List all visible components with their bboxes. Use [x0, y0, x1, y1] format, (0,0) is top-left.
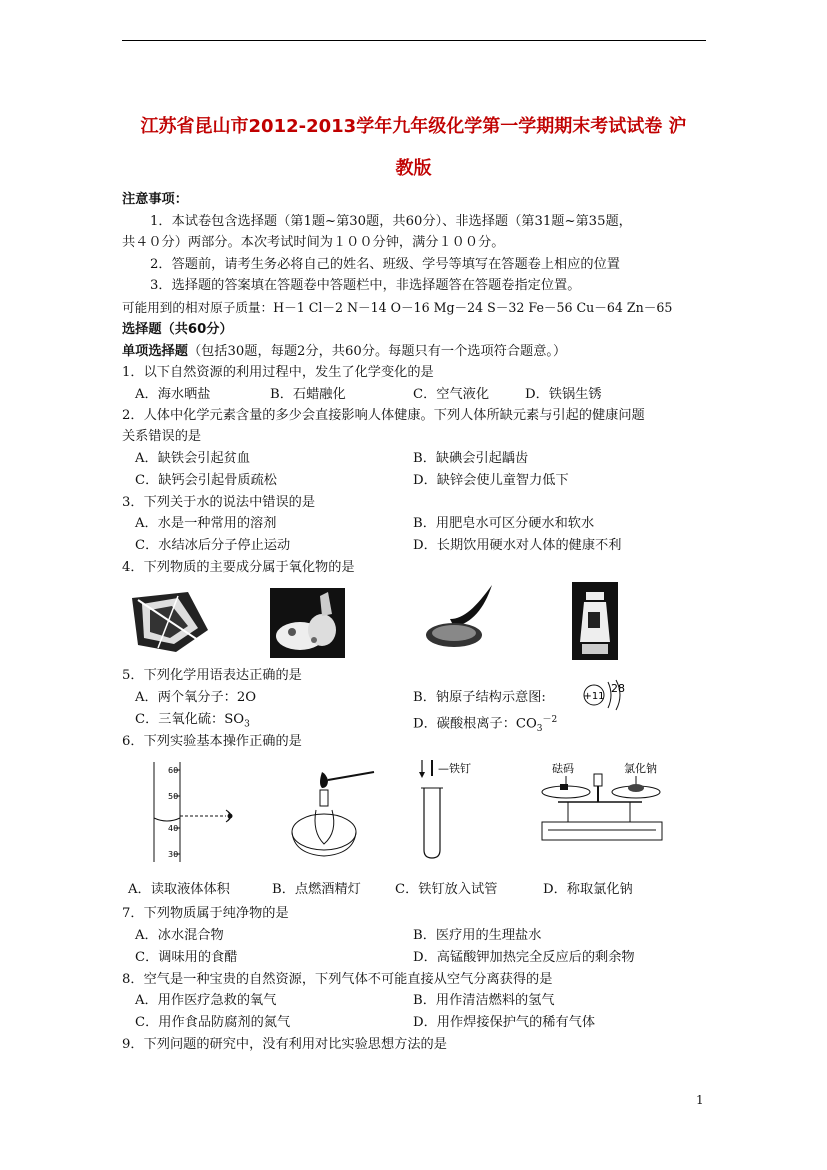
- sodium-atom-structure-diagram: [578, 678, 630, 712]
- alcohol-lamp-figure: [282, 762, 378, 862]
- q7-option-c: C．调味用的食醋: [135, 950, 238, 965]
- q6-option-c: C．铁钉放入试管: [395, 882, 498, 897]
- q3-option-b: B．用肥皂水可区分硬水和软水: [413, 516, 595, 531]
- q4-image-salt-heap: [420, 583, 498, 658]
- question-2: 2．人体中化学元素含量的多少会直接影响人体健康。下列人体所缺元素与引起的健康问题: [122, 408, 645, 423]
- question-9: 9．下列问题的研究中，没有利用对比实验思想方法的是: [122, 1037, 447, 1052]
- page-number: 1: [696, 1093, 704, 1107]
- question-5: 5．下列化学用语表达正确的是: [122, 668, 302, 683]
- cylinder-tick-50: 50: [168, 792, 179, 801]
- cylinder-tick-40: 40: [168, 824, 179, 833]
- q2-option-a: A．缺铁会引起贫血: [135, 451, 251, 466]
- q4-image-crystal: [128, 590, 210, 655]
- balance-scale-figure: [538, 758, 668, 866]
- iron-nail-label: —铁钉: [438, 762, 471, 775]
- q2-option-c: C．缺钙会引起骨质疏松: [135, 473, 277, 488]
- q4-image-ore: [270, 588, 345, 658]
- q1-option-a: A．海水晒盐: [135, 387, 211, 402]
- single-choice-instructions: [122, 342, 566, 362]
- q5-option-d: [413, 710, 557, 739]
- notice-item-3: 3．选择题的答案填在答题卷中答题栏中，非选择题答在答题卷指定位置。: [150, 278, 581, 293]
- q5-option-d-superscript: －2: [542, 715, 558, 725]
- q2-option-d: D．缺锌会使儿童智力低下: [413, 473, 569, 488]
- notice-item-1: 1．本试卷包含选择题（第1题~第30题，共60分）、非选择题（第31题~第35题，: [150, 214, 632, 229]
- q1-option-d: D．铁锅生锈: [525, 387, 602, 402]
- notice-item-1-cont: 共４０分）两部分。本次考试时间为１００分钟，满分１００分。: [122, 235, 505, 250]
- q5-option-c: [135, 710, 250, 735]
- single-choice-note: （包括30题，每题2分，共60分。每题只有一个选项符合题意。）: [187, 344, 567, 359]
- q5-option-d-subscript: 3: [536, 724, 543, 735]
- test-tube-nail-figure: [414, 758, 486, 862]
- sodium-nucleus-label: +11: [583, 691, 605, 702]
- weights-label: 砝码: [552, 762, 574, 775]
- cylinder-tick-30: 30: [168, 850, 179, 859]
- notice-heading: 注意事项：: [122, 192, 188, 207]
- question-4: 4．下列物质的主要成分属于氧化物的是: [122, 560, 355, 575]
- header-rule: [122, 40, 706, 41]
- question-6: 6．下列实验基本操作正确的是: [122, 734, 302, 749]
- q6-option-b: B．点燃酒精灯: [272, 882, 361, 897]
- question-2-cont: 关系错误的是: [122, 429, 202, 444]
- atomic-masses: 可能用到的相对原子质量：H－1 Cl－2 N－14 O－16 Mg－24 S－32 Fe－56 Cu－64 Zn－65: [122, 300, 673, 315]
- question-3: 3．下列关于水的说法中错误的是: [122, 495, 316, 510]
- q7-option-a: A．冰水混合物: [135, 928, 224, 943]
- q2-option-b: B．缺碘会引起龋齿: [413, 451, 529, 466]
- q8-option-c: C．用作食品防腐剂的氮气: [135, 1015, 291, 1030]
- notice-item-2: 2．答题前，请考生务必将自己的姓名、班级、学号等填写在答题卷上相应的位置: [150, 257, 620, 272]
- q5-option-b-label: B．钠原子结构示意图:: [413, 690, 546, 705]
- q7-option-d: D．高锰酸钾加热完全反应后的剩余物: [413, 950, 635, 965]
- q4-image-bottle: [572, 582, 618, 660]
- sodium-shell-electrons: 28: [611, 682, 625, 695]
- cylinder-tick-60: 60: [168, 766, 179, 775]
- q5-option-a: A．两个氧分子：2O: [135, 690, 257, 705]
- question-7: 7．下列物质属于纯净物的是: [122, 906, 289, 921]
- q6-option-d: D．称取氯化钠: [543, 882, 633, 897]
- q5-option-c-subscript: 3: [244, 719, 250, 730]
- sodium-chloride-label: 氯化钠: [624, 762, 657, 775]
- question-8: 8．空气是一种宝贵的自然资源，下列气体不可能直接从空气分离获得的是: [122, 972, 553, 987]
- q3-option-a: A．水是一种常用的溶剂: [135, 516, 277, 531]
- graduated-cylinder-figure: [150, 758, 250, 868]
- q3-option-c: C．水结冰后分子停止运动: [135, 538, 291, 553]
- q5-option-d-text: D．碳酸根离子：CO: [413, 716, 537, 732]
- q7-option-b: B．医疗用的生理盐水: [413, 928, 542, 943]
- q8-option-d: D．用作焊接保护气的稀有气体: [413, 1015, 596, 1030]
- document-title-line2: 教版: [395, 158, 432, 179]
- single-choice-label: 单项选择题: [122, 344, 188, 359]
- q6-option-a: A．读取液体体积: [128, 882, 230, 897]
- q8-option-a: A．用作医疗急救的氧气: [135, 993, 277, 1008]
- q3-option-d: D．长期饮用硬水对人体的健康不利: [413, 538, 622, 553]
- section-heading: 选择题（共60分）: [122, 322, 233, 337]
- question-1: 1．以下自然资源的利用过程中，发生了化学变化的是: [122, 365, 434, 380]
- document-title-line1: 江苏省昆山市2012-2013学年九年级化学第一学期期末考试试卷 沪: [140, 116, 687, 137]
- q1-option-b: B．石蜡融化: [270, 387, 346, 402]
- q8-option-b: B．用作清洁燃料的氢气: [413, 993, 555, 1008]
- q1-option-c: C．空气液化: [413, 387, 490, 402]
- q5-option-c-text: C．三氧化硫：SO: [135, 712, 245, 727]
- q5-option-b: [413, 688, 546, 708]
